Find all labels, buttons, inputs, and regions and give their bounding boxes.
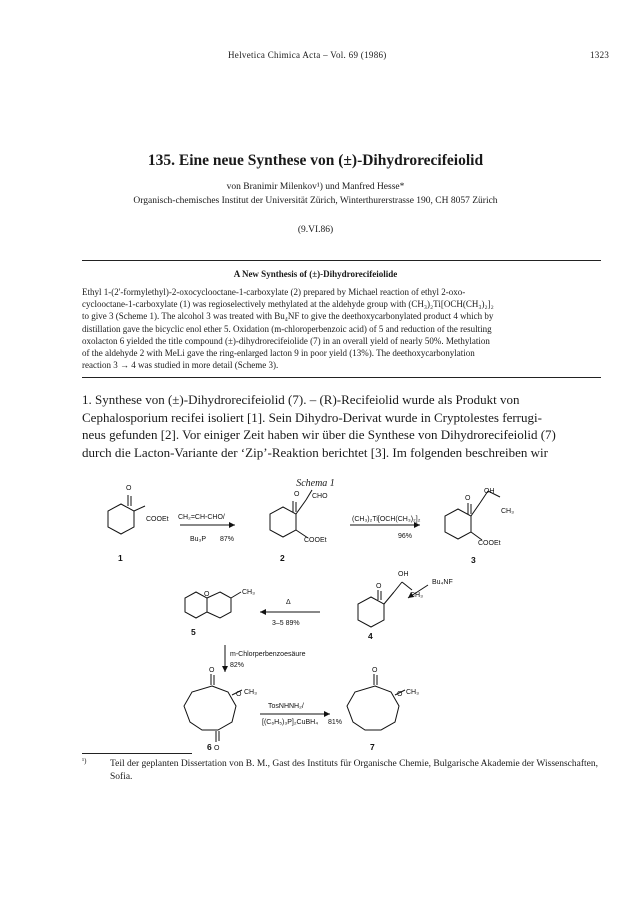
label-oh-3: OH bbox=[484, 488, 495, 495]
yield-6: 81% bbox=[328, 719, 343, 726]
compound-5-structure bbox=[185, 592, 241, 618]
compound-6-structure bbox=[184, 674, 242, 742]
footnote-rule bbox=[82, 753, 192, 754]
reagent-4: Δ bbox=[286, 599, 291, 606]
section-line: durch die Lacton-Variante der ‘Zip’-Reaktion berichtet [3]. Im folgenden beschreiben wir bbox=[82, 444, 549, 460]
label-ch3-5: CH₃ bbox=[242, 589, 255, 596]
label-o-6a: O bbox=[209, 667, 215, 674]
page-number: 1323 bbox=[590, 50, 610, 60]
article-authors: von Branimir Milenkov¹) und Manfred Hesse* bbox=[226, 182, 405, 192]
reagent-5: m-Chlorperbenzoesäure bbox=[230, 651, 306, 658]
compound-2-structure bbox=[270, 490, 312, 538]
compound-4-structure bbox=[358, 582, 412, 627]
abstract-title: A New Synthesis of (±)-Dihydrorecifeiolide bbox=[233, 269, 398, 279]
yield-4: 3–5 89% bbox=[272, 620, 300, 627]
label-o-6c: O bbox=[236, 691, 242, 698]
footnote-mark: ¹) bbox=[82, 757, 87, 765]
article-title: 135. Eine neue Synthese von (±)-Dihydrorecifeiolid bbox=[147, 152, 484, 169]
abstract-line: of the aldehyde 2 with MeLi gave the ring-enlarged lacton 9 in poor yield (13%). The deethoxycarbonylation bbox=[82, 348, 475, 359]
abstract-line: to give 3 (Scheme 1). The alcohol 3 was treated with Bu₄NF to give the deethoxycarbonylated product 4 which by bbox=[82, 311, 494, 322]
label-cooet-2: COOEt bbox=[304, 537, 327, 544]
yield-5: 82% bbox=[230, 662, 245, 669]
compound-1-structure bbox=[108, 495, 145, 534]
compound-number: 7 bbox=[370, 742, 375, 752]
compound-number: 3 bbox=[471, 555, 476, 565]
catalyst-1: Bu₃P bbox=[190, 536, 207, 543]
label-o-2: O bbox=[294, 491, 300, 498]
abstract-line: Ethyl 1-(2'-formylethyl)-2-oxocyclooctane-1-carboxylate (2) prepared by Michael reaction of ethyl 2-oxo- bbox=[82, 287, 466, 297]
compound-number: 5 bbox=[191, 627, 196, 637]
reagent-6: TosNHNH₂/ bbox=[268, 703, 304, 710]
label-o-6b: O bbox=[214, 745, 220, 752]
label-o-5: O bbox=[204, 591, 210, 598]
section-line: neus gefunden [2]. Vor einiger Zeit haben wir über die Synthese von Dihydrorecifeiolid (7) bbox=[82, 427, 556, 442]
abstract-line: distillation gave the bicyclic enol ether 5. Oxidation (m-chloroperbenzoic acid) of 5 and reduction of the resulting bbox=[82, 323, 492, 334]
scheme-title: Schema 1 bbox=[296, 478, 335, 489]
label-o-7b: O bbox=[397, 691, 403, 698]
footnote bbox=[82, 758, 601, 784]
label-cho: CHO bbox=[312, 493, 328, 500]
label-ch3-3: CH₃ bbox=[501, 508, 514, 515]
abstract-line: reaction 3 → 4 was studied in more detail (Scheme 3). bbox=[82, 360, 279, 371]
compound-number: 4 bbox=[368, 631, 373, 641]
section-line: Cephalosporium recifei isoliert [1]. Sein Dihydro-Derivat wurde in Cryptolestes ferrugi- bbox=[82, 409, 542, 425]
section-line: 1. Synthese von (±)-Dihydrorecifeiolid (7). – (R)-Recifeiolid wurde als Produkt von bbox=[82, 392, 520, 407]
footnote-text: Teil der geplanten Dissertation von B. M., Gast des Instituts für Organische Chemie, Bulgarische Akademie der Wissenschaften, Sofia. bbox=[110, 759, 599, 782]
reagent-3: Bu₄NF bbox=[432, 579, 453, 586]
label-cooet-1: COOEt bbox=[146, 516, 169, 523]
abstract-line: oxolacton 6 yielded the title compound (±)-dihydrorecifeiolide (7) in an overall yield of nearly 50%. Methylation bbox=[82, 335, 490, 346]
compound-number: 2 bbox=[280, 553, 285, 563]
running-header-journal: Helvetica Chimica Acta – Vol. 69 (1986) bbox=[228, 50, 387, 60]
label-ch3-4: CH₃ bbox=[410, 592, 423, 599]
reagent-2: (CH₃)₂Ti[OCH(CH₃)₂]₂ bbox=[352, 516, 421, 523]
compound-7-structure bbox=[347, 674, 405, 730]
yield-1: 87% bbox=[220, 536, 235, 543]
label-ch3-6: CH₃ bbox=[244, 689, 257, 696]
compound-number: 1 bbox=[118, 553, 123, 563]
label-cooet-3: COOEt bbox=[478, 540, 501, 547]
label-o-4: O bbox=[376, 583, 382, 590]
abstract-line: cyclooctane-1-carboxylate (1) was regioselectively methylated at the aldehyde group with (CH₃)₂Ti[OCH(CH₃)₂]₂ bbox=[82, 299, 494, 310]
label-oh-4: OH bbox=[398, 571, 409, 578]
reagent-1: CH₂=CH-CHO/ bbox=[178, 514, 225, 521]
article-affiliation: Organisch-chemisches Institut der Universität Zürich, Winterthurerstrasse 190, CH 8057 Zürich bbox=[133, 196, 498, 206]
label-ch3-7: CH₃ bbox=[406, 689, 419, 696]
article-date: (9.VI.86) bbox=[297, 225, 334, 235]
compound-3-structure bbox=[445, 491, 500, 540]
yield-2: 96% bbox=[398, 533, 413, 540]
label-o-7a: O bbox=[372, 667, 378, 674]
label-o-1: O bbox=[126, 485, 132, 492]
label-o-3: O bbox=[465, 495, 471, 502]
catalyst-6: [(C₆H₅)₃P]₂CuBH₄ bbox=[262, 719, 319, 726]
compound-number: 6 bbox=[207, 742, 212, 752]
